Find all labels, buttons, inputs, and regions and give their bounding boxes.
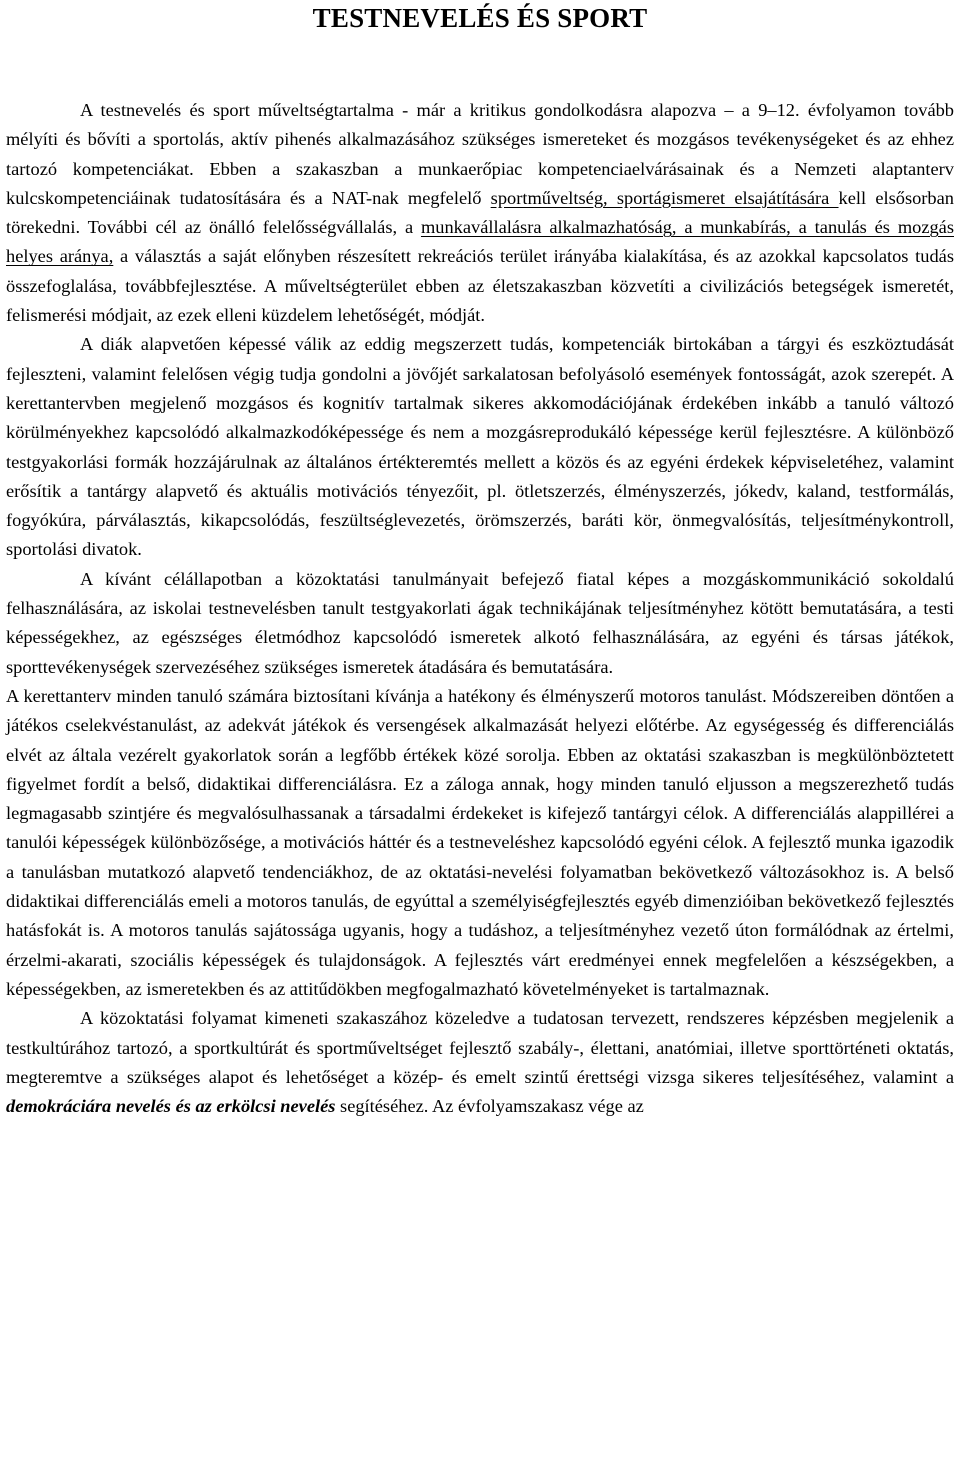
paragraph-output-phase [6, 1004, 954, 1121]
paragraph-output-text-b: segítéséhez. Az évfolyamszakasz vége az [335, 1096, 644, 1117]
emphasis-democracy-ethics: demokráciára nevelés és az erkölcsi nevelés [6, 1096, 336, 1117]
document-page [6, 0, 954, 1121]
paragraph-intro [6, 96, 954, 330]
document-body [6, 96, 954, 1121]
document-title: TESTNEVELÉS ÉS SPORT [312, 3, 648, 33]
paragraph-framework-methods: A kerettanterv minden tanuló számára biztosítani kívánja a hatékony és élményszerű motoros tanulást. Módszereiben döntően a játékos cselekvéstanulást, az adekvát játékok és versengések alkalmazását helyezi előtérbe. Az egységesség és differenciálás elvét az általa vezérelt gyakorlatok során a legfőbb értékek közé sorolja. Ebben az oktatási szakaszban is megkülönböztetett figyelmet fordít a belső, didaktikai differenciálásra. Ez a záloga annak, hogy minden tanuló eljusson a megszerezhető tudás legmagasabb szintjére és megvalósulhassanak a társadalmi érdekeket is kifejező tantárgyi célok. A differenciálás alappillérei a tanulói képességek különbözősége, a motivációs háttér és a testneveléshez kapcsolódó egyéni célok. A fejlesztő munka igazodik a tanulásban mutatkozó alapvető tendenciákhoz, de az oktatási-nevelési folyamatban bekövetkező változásokhoz is. A belső didaktikai differenciálás emeli a motoros tanulás, de egyúttal a személyiségfejlesztés egyéb dimenzióiban bekövetkező fejlesztés hatásfokát is. A motoros tanulás sajátossága ugyanis, hogy a tudáshoz, a teljesítményhez vezető úton formálódnak az értelmi, érzelmi-akarati, szociális képességek és tulajdonságok. A fejlesztés várt eredményei ennek megfelelően a készségekben, a képességekben, az ismeretekben és az attitűdökben megfogalmazható követelményeket is tartalmaznak. [6, 685, 954, 999]
title-spacer [6, 44, 954, 96]
paragraph-output-text-a: A közoktatási folyamat kimeneti szakaszához közeledve a tudatosan tervezett, rendszeres képzésben megjelenik a testkultúrához tartozó, a sportkultúrát és sportműveltséget fejlesztő szabály-, élettani, anatómiai, illetve sporttörténeti oktatás, megteremtve a szükséges alapot és lehetőséget a közép- és emelt szintű érettségi vizsga sikeres teljesítéséhez, valamint a [6, 1008, 954, 1087]
paragraph-intro-text-c: a választás a saját előnyben részesített rekreációs terület irányába kialakítása, és az azokkal kapcsolatos tudás összefoglalása, továbbfejlesztése. A műveltségterület ebben az életszakaszban közvetíti a civilizációs betegségek ismeretét, felismerési módjait, az ezek elleni küzdelem lehetőségét, módját. [6, 246, 954, 326]
underlined-phrase-munkavallalas: munkavállalásra alkalmazhatóság, a munkabírás, a tanulás és mozgás helyes aránya, [6, 217, 954, 267]
underlined-phrase-sportmuveltseg: sportműveltség, sportágismeret elsajátítására [490, 187, 839, 208]
paragraph-student-abilities: A diák alapvetően képessé válik az eddig megszerzett tudás, kompetenciák birtokában a tárgyi és eszköztudását fejleszteni, valamint felelősen végig tudja gondolni a jövőjét sarkalatosan befolyásoló események fontosságát, azok szerepét. A kerettantervben megjelenő mozgásos és kognitív tartalmak sikeres akkomodációjának érdekében inkább a tanuló változó körülményekhez kapcsolódó alkalmazkodóképessége és nem a mozgásreprodukáló képessége kerül fejlesztésre. A különböző testgyakorlási formák hozzájárulnak az általános értékteremtés mellett a közös és az egyéni érdekek képviseletéhez, valamint erősítik a tantárgy alapvető és aktuális motivációs tényezőit, pl. ötletszerzés, élményszerzés, jókedv, kaland, testformálás, fogyókúra, párválasztás, kikapcsolódás, feszültséglevezetés, örömszerzés, baráti kör, önmegvalósítás, teljesítménykontroll, sportolási divatok. [6, 334, 954, 560]
paragraph-target-state: A kívánt célállapotban a közoktatási tanulmányait befejező fiatal képes a mozgáskommunikáció sokoldalú felhasználására, az iskolai testnevelésben tanult testgyakorlati ágak technikájának teljesítményhez kötött bemutatására, a testi képességekhez, az egészséges életmódhoz kapcsolódó ismeretek alkotó felhasználására, az egyéni és társas játékok, sporttevékenységek szervezéséhez szükséges ismeretek átadására és bemutatására. [6, 568, 954, 677]
paragraph-intro-text-a: A testnevelés és sport műveltségtartalma - már a kritikus gondolkodásra alapozva – a 9–12. évfolyamon tovább mélyíti és bővíti a sportolás, aktív pihenés alkalmazásához szükséges ismereteket és mozgásos tevékenységeket és az ehhez tartozó kompetenciákat. Ebben a szakaszban a munkaerőpiac kompetenciaelvárásainak és a Nemzeti alaptanterv kulcskompetenciáinak tudatosítására és a NAT-nak megfelelő [6, 100, 954, 208]
paragraph-intro-text-b: kell elsősorban törekedni. További cél az önálló felelősségvállalás, a [6, 187, 954, 238]
